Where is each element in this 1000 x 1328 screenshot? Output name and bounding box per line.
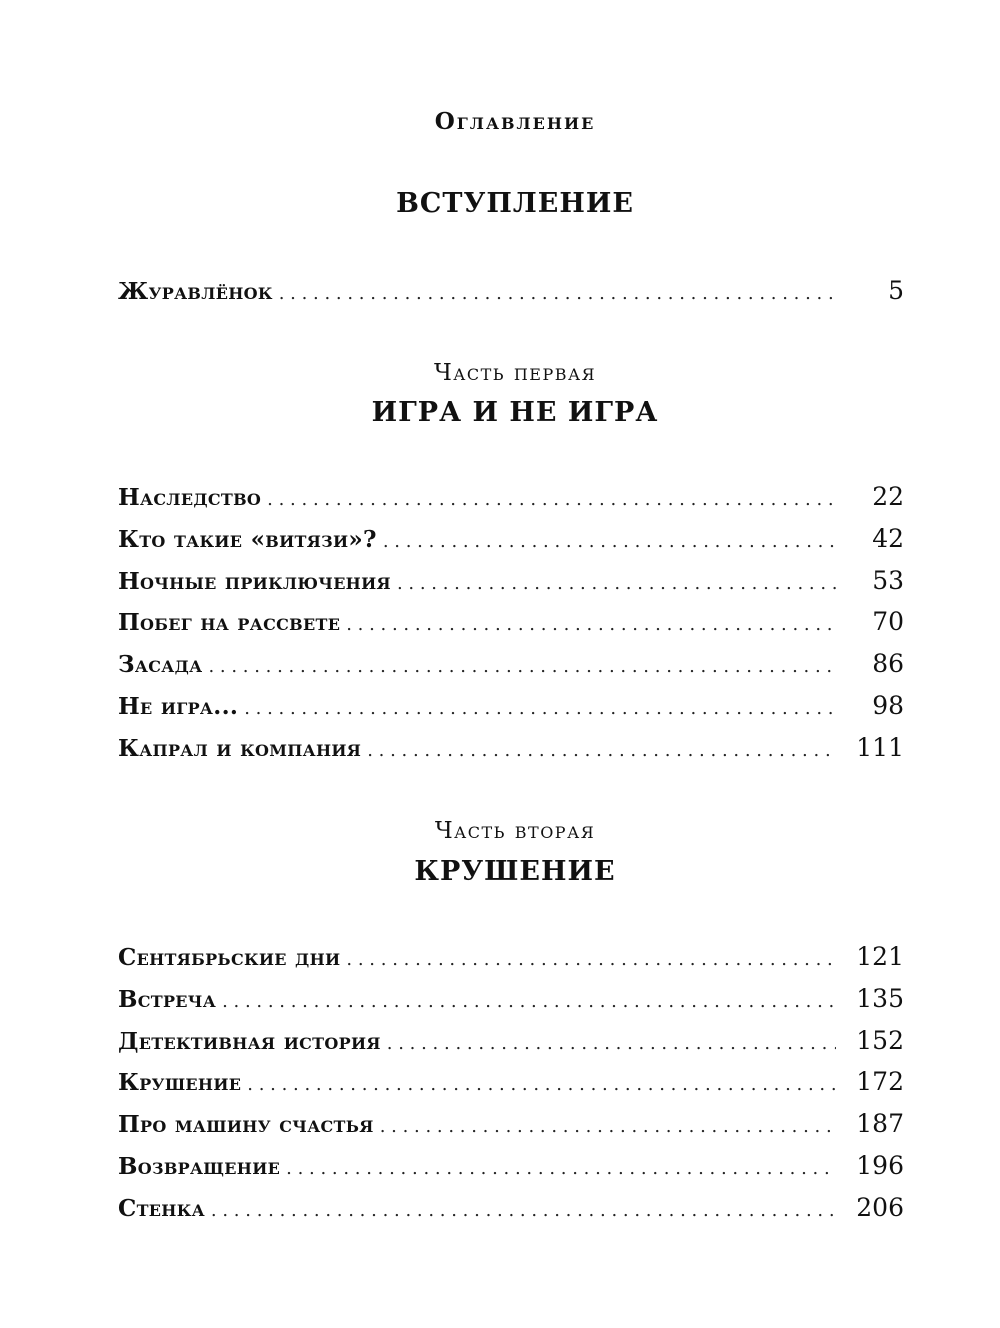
dot-leader xyxy=(208,656,836,677)
part1-label: Часть первая xyxy=(433,360,597,386)
entry-title: Детективная история xyxy=(118,1027,381,1055)
page-number: 70 xyxy=(872,607,904,637)
entry-title: Встреча xyxy=(118,985,217,1013)
dot-leader xyxy=(380,1116,836,1137)
page-number: 98 xyxy=(872,690,904,720)
entry-title: Наследство xyxy=(118,484,262,511)
page-number: 86 xyxy=(872,649,904,679)
intro-entries xyxy=(118,276,904,318)
toc-entry[interactable] xyxy=(118,984,904,1026)
page-number: 172 xyxy=(856,1067,904,1097)
page-number: 187 xyxy=(856,1109,904,1139)
dot-leader xyxy=(211,1200,836,1221)
dot-leader xyxy=(267,489,836,510)
dot-leader xyxy=(387,1033,836,1054)
entry-title: Не игра... xyxy=(118,692,239,720)
toc-entry[interactable] xyxy=(118,733,904,775)
toc-entry[interactable] xyxy=(118,566,904,608)
dot-leader xyxy=(397,573,836,594)
toc-entry[interactable] xyxy=(118,1067,904,1109)
dot-leader xyxy=(346,614,836,635)
page-number: 206 xyxy=(856,1192,904,1222)
entry-title: Засада xyxy=(118,651,203,679)
entry-title: Побег на рассвете xyxy=(118,609,341,637)
toc-entry[interactable] xyxy=(118,649,904,691)
dot-leader xyxy=(222,991,836,1012)
dot-leader xyxy=(244,698,836,719)
dot-leader xyxy=(346,949,836,970)
part1-heading: ИГРА И НЕ ИГРА xyxy=(371,397,659,428)
page-number: 135 xyxy=(856,983,904,1013)
part2-heading: КРУШЕНИЕ xyxy=(414,856,616,887)
dot-leader xyxy=(247,1074,836,1095)
entry-title: Кто такие «витязи»? xyxy=(118,525,377,553)
dot-leader xyxy=(286,1158,836,1179)
toc-entry[interactable] xyxy=(118,691,904,733)
page-number: 121 xyxy=(856,942,904,971)
entry-title: Про машину счастья xyxy=(118,1111,374,1139)
toc-entry[interactable] xyxy=(118,1151,904,1193)
entry-title: Журавлёнок xyxy=(118,278,273,305)
entry-title: Возвращение xyxy=(118,1152,281,1180)
page-number: 53 xyxy=(872,565,904,595)
page-number: 42 xyxy=(872,523,904,553)
toc-entry[interactable] xyxy=(118,1193,904,1235)
part1-entries xyxy=(118,482,904,775)
part2-entries xyxy=(118,942,904,1235)
intro-heading: ВСТУПЛЕНИЕ xyxy=(396,188,634,219)
entry-title: Ночные приключения xyxy=(118,567,391,595)
entry-title: Стенка xyxy=(118,1194,205,1222)
toc-entry[interactable] xyxy=(118,942,904,984)
toc-entry[interactable] xyxy=(118,1026,904,1068)
page-number: 5 xyxy=(888,276,904,305)
dot-leader xyxy=(383,531,836,552)
toc-entry[interactable] xyxy=(118,276,904,318)
toc-entry[interactable] xyxy=(118,524,904,566)
page-number: 152 xyxy=(856,1025,904,1055)
entry-title: Крушение xyxy=(118,1069,242,1097)
dot-leader xyxy=(279,283,836,304)
toc-entry[interactable] xyxy=(118,1109,904,1151)
page-number: 196 xyxy=(856,1150,904,1180)
entry-title: Сентябрьские дни xyxy=(118,944,341,971)
toc-entry[interactable] xyxy=(118,482,904,524)
page-number: 22 xyxy=(872,482,904,511)
dot-leader xyxy=(367,740,836,761)
toc-entry[interactable] xyxy=(118,607,904,649)
part2-label: Часть вторая xyxy=(434,818,596,844)
entry-title: Капрал и компания xyxy=(118,734,362,762)
toc-title: Оглавление xyxy=(434,108,596,135)
page-number: 111 xyxy=(856,732,904,762)
